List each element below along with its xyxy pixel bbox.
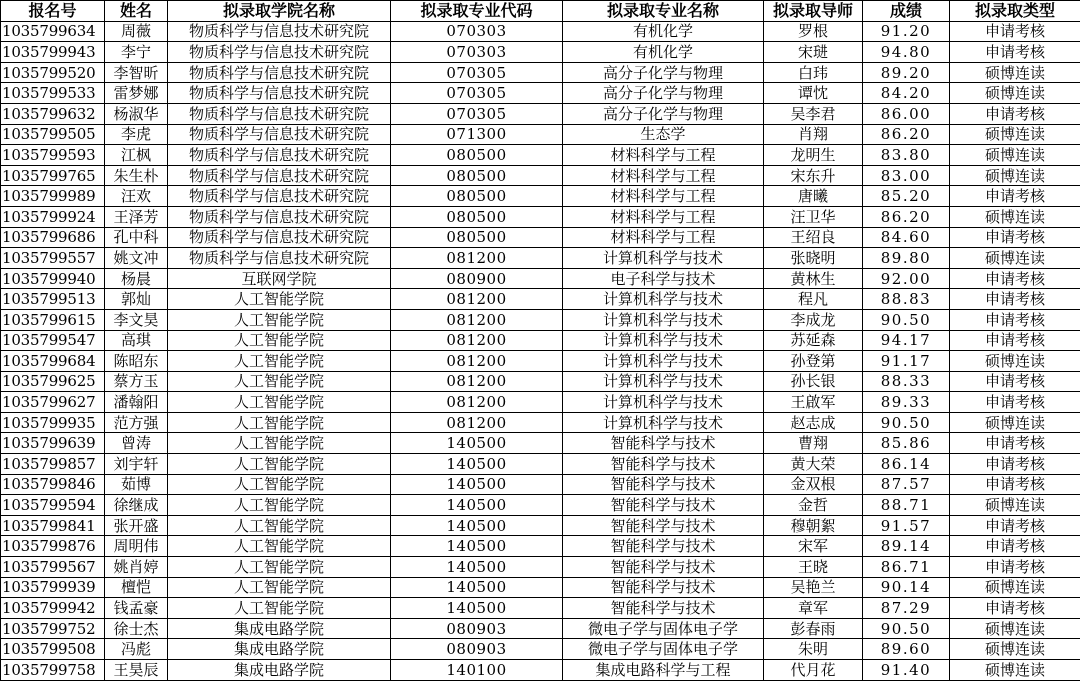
name-cell: 王昊辰	[105, 660, 168, 681]
college-cell: 物质科学与信息技术研究院	[168, 124, 391, 145]
college-cell: 人工智能学院	[168, 454, 391, 475]
admission-type-cell: 申请考核	[950, 454, 1080, 475]
score-cell: 88.71	[863, 495, 950, 516]
college-cell: 人工智能学院	[168, 351, 391, 372]
admission-type-cell: 硕博连读	[950, 206, 1080, 227]
supervisor-cell: 王啟军	[764, 392, 863, 413]
table-row	[1, 412, 1080, 433]
admission-type-cell: 申请考核	[950, 227, 1080, 248]
major-code-cell: 140500	[391, 536, 563, 557]
header-score: 成绩	[863, 1, 950, 22]
major-code-cell: 081200	[391, 371, 563, 392]
supervisor-cell: 龙明生	[764, 145, 863, 166]
college-cell: 人工智能学院	[168, 474, 391, 495]
college-cell: 人工智能学院	[168, 577, 391, 598]
major-name-cell: 智能科学与技术	[563, 433, 764, 454]
college-cell: 集成电路学院	[168, 618, 391, 639]
registration-id-cell: 1035799615	[1, 309, 105, 330]
admission-type-cell: 硕博连读	[950, 165, 1080, 186]
table-row	[1, 330, 1080, 351]
registration-id-cell: 1035799758	[1, 660, 105, 681]
admission-type-cell: 硕博连读	[950, 660, 1080, 681]
table-row	[1, 206, 1080, 227]
score-cell: 88.33	[863, 371, 950, 392]
table-row	[1, 495, 1080, 516]
college-cell: 物质科学与信息技术研究院	[168, 103, 391, 124]
registration-id-cell: 1035799924	[1, 206, 105, 227]
registration-id-cell: 1035799943	[1, 42, 105, 63]
college-cell: 人工智能学院	[168, 433, 391, 454]
admission-type-cell: 申请考核	[950, 371, 1080, 392]
major-name-cell: 高分子化学与物理	[563, 103, 764, 124]
table-row	[1, 660, 1080, 681]
college-cell: 人工智能学院	[168, 289, 391, 310]
table-row	[1, 639, 1080, 660]
admission-type-cell: 硕博连读	[950, 124, 1080, 145]
name-cell: 徐士杰	[105, 618, 168, 639]
registration-id-cell: 1035799752	[1, 618, 105, 639]
college-cell: 集成电路学院	[168, 639, 391, 660]
admission-type-cell: 申请考核	[950, 598, 1080, 619]
major-name-cell: 高分子化学与物理	[563, 83, 764, 104]
score-cell: 86.20	[863, 124, 950, 145]
header-admission-type: 拟录取类型	[950, 1, 1080, 22]
supervisor-cell: 谭忱	[764, 83, 863, 104]
table-row	[1, 124, 1080, 145]
table-row	[1, 557, 1080, 578]
table-row	[1, 392, 1080, 413]
table-row	[1, 309, 1080, 330]
major-name-cell: 材料科学与工程	[563, 227, 764, 248]
name-cell: 徐继成	[105, 495, 168, 516]
admission-type-cell: 申请考核	[950, 515, 1080, 536]
header-college: 拟录取学院名称	[168, 1, 391, 22]
major-name-cell: 智能科学与技术	[563, 577, 764, 598]
major-code-cell: 140500	[391, 557, 563, 578]
score-cell: 86.20	[863, 206, 950, 227]
college-cell: 物质科学与信息技术研究院	[168, 42, 391, 63]
supervisor-cell: 章军	[764, 598, 863, 619]
major-name-cell: 材料科学与工程	[563, 165, 764, 186]
supervisor-cell: 白玮	[764, 62, 863, 83]
major-name-cell: 智能科学与技术	[563, 598, 764, 619]
name-cell: 刘宇轩	[105, 454, 168, 475]
supervisor-cell: 金双根	[764, 474, 863, 495]
score-cell: 91.20	[863, 21, 950, 42]
name-cell: 雷梦娜	[105, 83, 168, 104]
registration-id-cell: 1035799876	[1, 536, 105, 557]
registration-id-cell: 1035799520	[1, 62, 105, 83]
major-name-cell: 电子科学与技术	[563, 268, 764, 289]
registration-id-cell: 1035799989	[1, 186, 105, 207]
supervisor-cell: 宋军	[764, 536, 863, 557]
supervisor-cell: 黄大荣	[764, 454, 863, 475]
supervisor-cell: 苏延森	[764, 330, 863, 351]
supervisor-cell: 罗根	[764, 21, 863, 42]
college-cell: 人工智能学院	[168, 495, 391, 516]
college-cell: 人工智能学院	[168, 598, 391, 619]
major-name-cell: 高分子化学与物理	[563, 62, 764, 83]
score-cell: 92.00	[863, 268, 950, 289]
table-row	[1, 62, 1080, 83]
table-row	[1, 618, 1080, 639]
major-code-cell: 070305	[391, 83, 563, 104]
score-cell: 91.40	[863, 660, 950, 681]
major-code-cell: 080903	[391, 618, 563, 639]
major-name-cell: 材料科学与工程	[563, 206, 764, 227]
table-body	[1, 21, 1080, 680]
name-cell: 钱孟豪	[105, 598, 168, 619]
major-code-cell: 140500	[391, 433, 563, 454]
name-cell: 李智昕	[105, 62, 168, 83]
college-cell: 物质科学与信息技术研究院	[168, 62, 391, 83]
table-row	[1, 227, 1080, 248]
supervisor-cell: 穆朝絮	[764, 515, 863, 536]
admission-type-cell: 申请考核	[950, 433, 1080, 454]
name-cell: 高琪	[105, 330, 168, 351]
major-name-cell: 有机化学	[563, 42, 764, 63]
major-code-cell: 070303	[391, 21, 563, 42]
admission-type-cell: 申请考核	[950, 557, 1080, 578]
major-code-cell: 081200	[391, 330, 563, 351]
major-code-cell: 081200	[391, 351, 563, 372]
major-code-cell: 080903	[391, 639, 563, 660]
supervisor-cell: 赵志成	[764, 412, 863, 433]
major-code-cell: 081200	[391, 309, 563, 330]
admission-type-cell: 申请考核	[950, 268, 1080, 289]
college-cell: 人工智能学院	[168, 412, 391, 433]
college-cell: 人工智能学院	[168, 557, 391, 578]
major-name-cell: 微电子学与固体电子学	[563, 639, 764, 660]
name-cell: 周明伟	[105, 536, 168, 557]
major-name-cell: 智能科学与技术	[563, 474, 764, 495]
name-cell: 蔡方玉	[105, 371, 168, 392]
registration-id-cell: 1035799627	[1, 392, 105, 413]
table-row	[1, 268, 1080, 289]
score-cell: 88.83	[863, 289, 950, 310]
major-code-cell: 080500	[391, 227, 563, 248]
college-cell: 人工智能学院	[168, 309, 391, 330]
name-cell: 王泽芳	[105, 206, 168, 227]
registration-id-cell: 1035799594	[1, 495, 105, 516]
admission-type-cell: 申请考核	[950, 330, 1080, 351]
table-row	[1, 186, 1080, 207]
registration-id-cell: 1035799625	[1, 371, 105, 392]
major-code-cell: 081200	[391, 248, 563, 269]
college-cell: 物质科学与信息技术研究院	[168, 21, 391, 42]
major-name-cell: 计算机科学与技术	[563, 412, 764, 433]
major-code-cell: 081200	[391, 392, 563, 413]
registration-id-cell: 1035799684	[1, 351, 105, 372]
table-row	[1, 248, 1080, 269]
score-cell: 86.14	[863, 454, 950, 475]
score-cell: 89.33	[863, 392, 950, 413]
score-cell: 90.50	[863, 412, 950, 433]
college-cell: 人工智能学院	[168, 536, 391, 557]
registration-id-cell: 1035799508	[1, 639, 105, 660]
registration-id-cell: 1035799939	[1, 577, 105, 598]
major-name-cell: 集成电路科学与工程	[563, 660, 764, 681]
major-name-cell: 微电子学与固体电子学	[563, 618, 764, 639]
registration-id-cell: 1035799765	[1, 165, 105, 186]
table-row	[1, 103, 1080, 124]
table-row	[1, 289, 1080, 310]
major-code-cell: 070303	[391, 42, 563, 63]
admission-type-cell: 硕博连读	[950, 351, 1080, 372]
table-row	[1, 42, 1080, 63]
college-cell: 人工智能学院	[168, 371, 391, 392]
college-cell: 集成电路学院	[168, 660, 391, 681]
score-cell: 89.20	[863, 62, 950, 83]
name-cell: 郭灿	[105, 289, 168, 310]
admission-type-cell: 硕博连读	[950, 412, 1080, 433]
score-cell: 89.14	[863, 536, 950, 557]
major-code-cell: 070305	[391, 62, 563, 83]
registration-id-cell: 1035799686	[1, 227, 105, 248]
admission-type-cell: 申请考核	[950, 536, 1080, 557]
table-row	[1, 371, 1080, 392]
supervisor-cell: 宋琎	[764, 42, 863, 63]
major-code-cell: 140500	[391, 495, 563, 516]
admission-type-cell: 申请考核	[950, 474, 1080, 495]
college-cell: 人工智能学院	[168, 330, 391, 351]
name-cell: 张开盛	[105, 515, 168, 536]
table-row	[1, 536, 1080, 557]
supervisor-cell: 李成龙	[764, 309, 863, 330]
score-cell: 86.71	[863, 557, 950, 578]
name-cell: 杨晨	[105, 268, 168, 289]
major-name-cell: 有机化学	[563, 21, 764, 42]
supervisor-cell: 孙登第	[764, 351, 863, 372]
admission-type-cell: 申请考核	[950, 289, 1080, 310]
major-name-cell: 智能科学与技术	[563, 536, 764, 557]
supervisor-cell: 程凡	[764, 289, 863, 310]
registration-id-cell: 1035799935	[1, 412, 105, 433]
major-name-cell: 智能科学与技术	[563, 515, 764, 536]
major-code-cell: 080900	[391, 268, 563, 289]
supervisor-cell: 王绍良	[764, 227, 863, 248]
admission-type-cell: 申请考核	[950, 392, 1080, 413]
major-name-cell: 计算机科学与技术	[563, 371, 764, 392]
header-registration-id: 报名号	[1, 1, 105, 22]
admission-type-cell: 申请考核	[950, 42, 1080, 63]
major-code-cell: 140500	[391, 598, 563, 619]
major-code-cell: 140500	[391, 474, 563, 495]
table-row	[1, 577, 1080, 598]
score-cell: 90.50	[863, 309, 950, 330]
admission-type-cell: 申请考核	[950, 309, 1080, 330]
admission-type-cell: 硕博连读	[950, 577, 1080, 598]
score-cell: 86.00	[863, 103, 950, 124]
supervisor-cell: 王晓	[764, 557, 863, 578]
supervisor-cell: 金哲	[764, 495, 863, 516]
major-code-cell: 071300	[391, 124, 563, 145]
admission-type-cell: 申请考核	[950, 21, 1080, 42]
table-row	[1, 474, 1080, 495]
score-cell: 85.20	[863, 186, 950, 207]
supervisor-cell: 代月花	[764, 660, 863, 681]
score-cell: 91.57	[863, 515, 950, 536]
admission-type-cell: 硕博连读	[950, 83, 1080, 104]
table-row	[1, 433, 1080, 454]
name-cell: 江枫	[105, 145, 168, 166]
supervisor-cell: 吴艳兰	[764, 577, 863, 598]
table-row	[1, 351, 1080, 372]
major-name-cell: 智能科学与技术	[563, 557, 764, 578]
major-name-cell: 计算机科学与技术	[563, 309, 764, 330]
college-cell: 物质科学与信息技术研究院	[168, 145, 391, 166]
name-cell: 李虎	[105, 124, 168, 145]
name-cell: 茹博	[105, 474, 168, 495]
header-supervisor: 拟录取导师	[764, 1, 863, 22]
registration-id-cell: 1035799634	[1, 21, 105, 42]
supervisor-cell: 黄林生	[764, 268, 863, 289]
score-cell: 94.17	[863, 330, 950, 351]
admission-type-cell: 申请考核	[950, 103, 1080, 124]
admission-type-cell: 申请考核	[950, 186, 1080, 207]
major-name-cell: 计算机科学与技术	[563, 351, 764, 372]
supervisor-cell: 肖翔	[764, 124, 863, 145]
registration-id-cell: 1035799632	[1, 103, 105, 124]
name-cell: 曾涛	[105, 433, 168, 454]
college-cell: 人工智能学院	[168, 392, 391, 413]
name-cell: 李文昊	[105, 309, 168, 330]
major-code-cell: 081200	[391, 289, 563, 310]
score-cell: 91.17	[863, 351, 950, 372]
registration-id-cell: 1035799942	[1, 598, 105, 619]
supervisor-cell: 曹翔	[764, 433, 863, 454]
college-cell: 物质科学与信息技术研究院	[168, 227, 391, 248]
registration-id-cell: 1035799639	[1, 433, 105, 454]
college-cell: 人工智能学院	[168, 515, 391, 536]
name-cell: 杨淑华	[105, 103, 168, 124]
major-code-cell: 080500	[391, 206, 563, 227]
score-cell: 83.00	[863, 165, 950, 186]
college-cell: 物质科学与信息技术研究院	[168, 165, 391, 186]
college-cell: 物质科学与信息技术研究院	[168, 83, 391, 104]
major-code-cell: 081200	[391, 412, 563, 433]
college-cell: 物质科学与信息技术研究院	[168, 248, 391, 269]
registration-id-cell: 1035799567	[1, 557, 105, 578]
major-name-cell: 计算机科学与技术	[563, 392, 764, 413]
score-cell: 87.57	[863, 474, 950, 495]
header-name: 姓名	[105, 1, 168, 22]
table-row	[1, 598, 1080, 619]
table-row	[1, 165, 1080, 186]
table-row	[1, 21, 1080, 42]
major-name-cell: 材料科学与工程	[563, 145, 764, 166]
name-cell: 陈昭东	[105, 351, 168, 372]
supervisor-cell: 唐曦	[764, 186, 863, 207]
major-code-cell: 140500	[391, 454, 563, 475]
supervisor-cell: 张晓明	[764, 248, 863, 269]
name-cell: 范方强	[105, 412, 168, 433]
major-code-cell: 070305	[391, 103, 563, 124]
admission-type-cell: 硕博连读	[950, 62, 1080, 83]
major-name-cell: 材料科学与工程	[563, 186, 764, 207]
registration-id-cell: 1035799593	[1, 145, 105, 166]
score-cell: 94.80	[863, 42, 950, 63]
table-row	[1, 454, 1080, 475]
name-cell: 周薇	[105, 21, 168, 42]
score-cell: 90.50	[863, 618, 950, 639]
score-cell: 85.86	[863, 433, 950, 454]
major-name-cell: 智能科学与技术	[563, 454, 764, 475]
admission-type-cell: 硕博连读	[950, 618, 1080, 639]
name-cell: 冯彪	[105, 639, 168, 660]
supervisor-cell: 宋东升	[764, 165, 863, 186]
name-cell: 姚文冲	[105, 248, 168, 269]
score-cell: 89.60	[863, 639, 950, 660]
college-cell: 物质科学与信息技术研究院	[168, 186, 391, 207]
registration-id-cell: 1035799940	[1, 268, 105, 289]
admission-type-cell: 硕博连读	[950, 639, 1080, 660]
name-cell: 姚肖婷	[105, 557, 168, 578]
major-code-cell: 140100	[391, 660, 563, 681]
table-row	[1, 83, 1080, 104]
supervisor-cell: 孙长银	[764, 371, 863, 392]
registration-id-cell: 1035799846	[1, 474, 105, 495]
supervisor-cell: 吴李君	[764, 103, 863, 124]
score-cell: 90.14	[863, 577, 950, 598]
major-code-cell: 140500	[391, 515, 563, 536]
registration-id-cell: 1035799857	[1, 454, 105, 475]
major-name-cell: 计算机科学与技术	[563, 248, 764, 269]
registration-id-cell: 1035799557	[1, 248, 105, 269]
admission-type-cell: 硕博连读	[950, 145, 1080, 166]
registration-id-cell: 1035799533	[1, 83, 105, 104]
major-code-cell: 080500	[391, 186, 563, 207]
header-row	[1, 1, 1080, 22]
name-cell: 孔中科	[105, 227, 168, 248]
name-cell: 潘翰阳	[105, 392, 168, 413]
table-row	[1, 515, 1080, 536]
table-row	[1, 145, 1080, 166]
registration-id-cell: 1035799547	[1, 330, 105, 351]
score-cell: 89.80	[863, 248, 950, 269]
major-name-cell: 生态学	[563, 124, 764, 145]
header-major-name: 拟录取专业名称	[563, 1, 764, 22]
header-major-code: 拟录取专业代码	[391, 1, 563, 22]
registration-id-cell: 1035799513	[1, 289, 105, 310]
score-cell: 83.80	[863, 145, 950, 166]
college-cell: 物质科学与信息技术研究院	[168, 206, 391, 227]
supervisor-cell: 朱明	[764, 639, 863, 660]
score-cell: 87.29	[863, 598, 950, 619]
major-name-cell: 计算机科学与技术	[563, 289, 764, 310]
registration-id-cell: 1035799841	[1, 515, 105, 536]
name-cell: 檀恺	[105, 577, 168, 598]
major-name-cell: 智能科学与技术	[563, 495, 764, 516]
admission-type-cell: 硕博连读	[950, 248, 1080, 269]
name-cell: 李宁	[105, 42, 168, 63]
college-cell: 互联网学院	[168, 268, 391, 289]
supervisor-cell: 汪卫华	[764, 206, 863, 227]
score-cell: 84.20	[863, 83, 950, 104]
major-code-cell: 080500	[391, 165, 563, 186]
supervisor-cell: 彭春雨	[764, 618, 863, 639]
name-cell: 朱生朴	[105, 165, 168, 186]
registration-id-cell: 1035799505	[1, 124, 105, 145]
score-cell: 84.60	[863, 227, 950, 248]
major-name-cell: 计算机科学与技术	[563, 330, 764, 351]
major-code-cell: 080500	[391, 145, 563, 166]
admission-type-cell: 硕博连读	[950, 495, 1080, 516]
name-cell: 汪欢	[105, 186, 168, 207]
major-code-cell: 140500	[391, 577, 563, 598]
